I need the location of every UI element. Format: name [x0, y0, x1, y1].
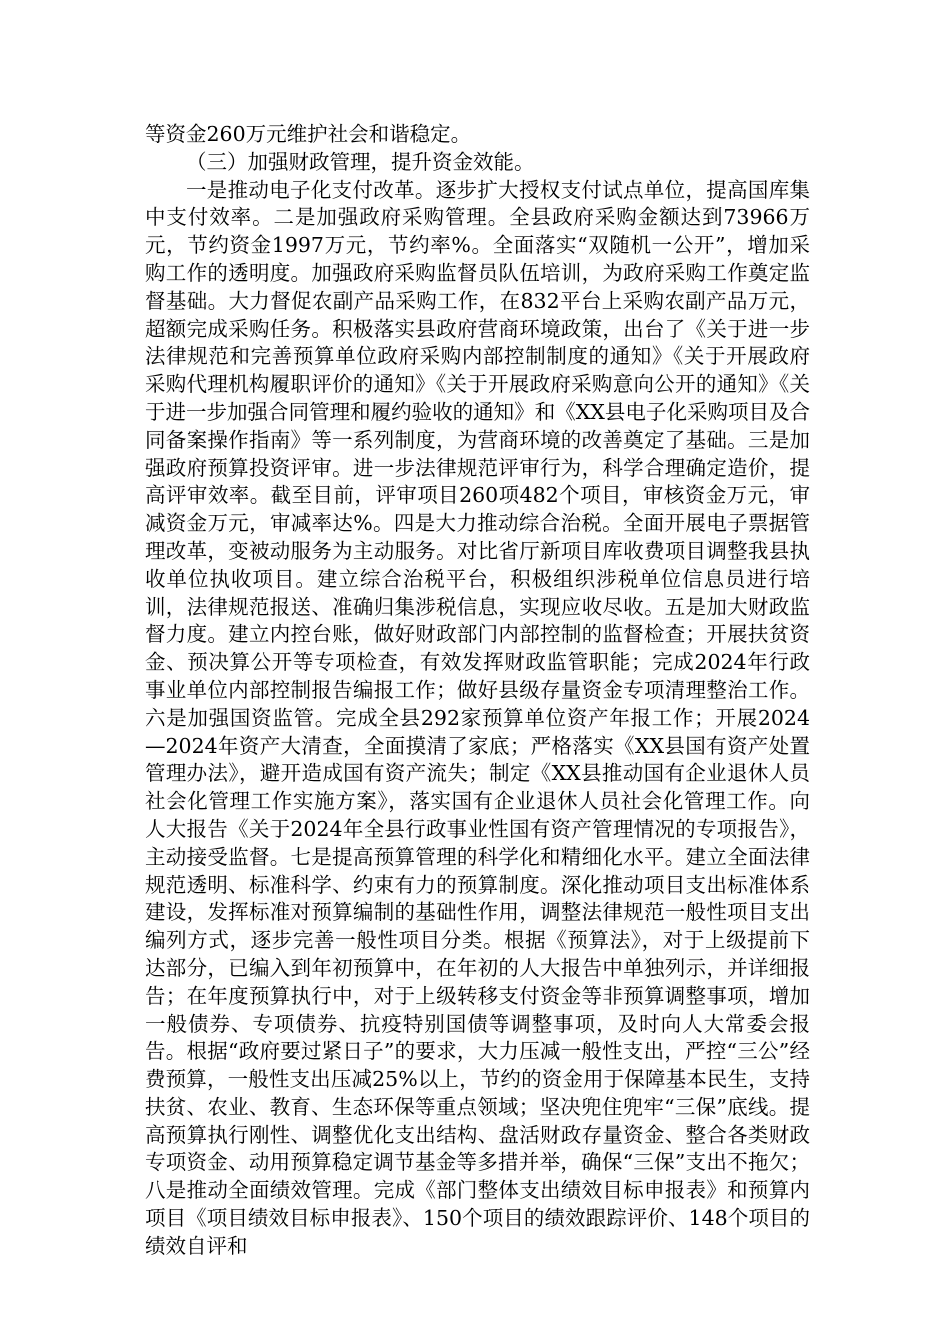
continued-paragraph: 等资金260万元维护社会和谐稳定。 — [145, 122, 472, 146]
body-paragraph: 一是推动电子化支付改革。逐步扩大授权支付试点单位，提高国库集中支付效率。二是加强政府采购管理。全县政府采购金额达到73966万元，节约资金1997万元，节约率%。全面落实“双随机一公开”，增加采购工作的透明度。加强政府采购监督员队伍培训，为政府采购工作奠定监督基础。大力督促农副产品采购工作，在832平台上采购农副产品万元，超额完成采购任务。积极落实县政府营商环境政策，出台了《关于进一步法律规范和完善预算单位政府采购内部控制制度的通知》《关于开展政府采购代理机构履职评价的通知》《关于开展政府采购意向公开的通知》《关于进一步加强合同管理和履约验收的通知》和《XX县电子化采购项目及合同备案操作指南》等一系列制度，为营商环境的改善奠定了基础。三是加强政府预算投资评审。进一步法律规范评审行为，科学合理确定造价，提高评审效率。截至目前，评审项目260项482个项目，审核资金万元，审减资金万元，审减率达%。四是大力推动综合治税。全面开展电子票据管理改革，变被动服务为主动服务。对比省厅新项目库收费项目调整我县执收单位执收项目。建立综合治税平台，积极组织涉税单位信息员进行培训，法律规范报送、准确归集涉税信息，实现应收尽收。五是加大财政监督力度。建立内控台账，做好财政部门内部控制的监督检查；开展扶贫资金、预决算公开等专项检查，有效发挥财政监管职能；完成2024年行政事业单位内部控制报告编报工作；做好县级存量资金专项清理整治工作。六是加强国资监管。完成全县292家预算单位资产年报工作；开展2024—2024年资产大清查，全面摸清了家底；严格落实《XX县国有资产处置管理办法》，避开造成国有资产流失；制定《XX县推动国有企业退休人员社会化管理工作实施方案》，落实国有企业退休人员社会化管理工作。向人大报告《关于2024年全县行政事业性国有资产管理情况的专项报告》，主动接受监督。七是提高预算管理的科学化和精细化水平。建立全面法律规范透明、标准科学、约束有力的预算制度。深化推动项目支出标准体系建设，发挥标准对预算编制的基础性作用，调整法律规范一般性项目支出编列方式，逐步完善一般性项目分类。根据《预算法》，对于上级提前下达部分，已编入到年初预算中，在年初的人大报告中单独列示，并详细报告；在年度预算执行中，对于上级转移支付资金等非预算调整事项，增加一般债券、专项债券、抗疫特别国债等调整事项，及时向人大常委会报告。根据“政府要过紧日子”的要求，大力压减一般性支出，严控“三公”经费预算，一般性支出压减25%以上，节约的资金用于保障基本民生，支持扶贫、农业、教育、生态环保等重点领域；坚决兜住兜牢“三保”底线。提高预算执行刚性、调整优化支出结构、盘活财政存量资金、整合各类财政专项资金、动用预算稳定调节基金等多措并举，确保“三保”支出不拖欠；八是推动全面绩效管理。完成《部门整体支出绩效目标申报表》和预算内项目《项目绩效目标申报表》、150个项目的绩效跟踪评价、148个项目的绩效自评和 — [145, 177, 810, 1258]
section-heading: （三）加强财政管理，提升资金效能。 — [186, 149, 535, 174]
document-page — [145, 121, 810, 1261]
